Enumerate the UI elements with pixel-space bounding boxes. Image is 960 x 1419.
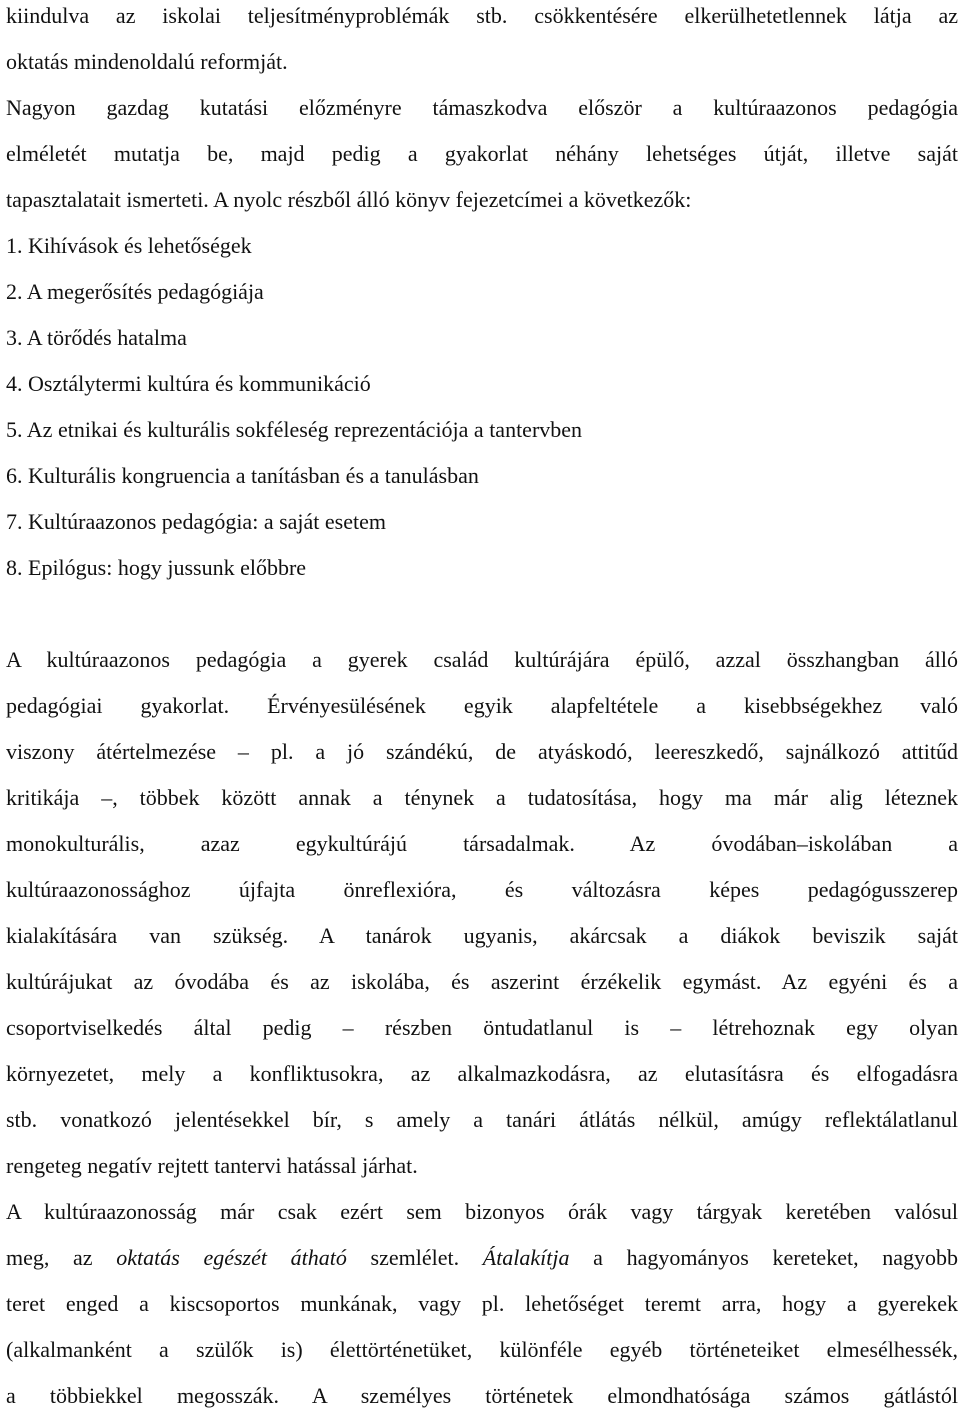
list-item: 3. A törődés hatalma	[6, 325, 187, 350]
text-run: meg, az	[6, 1245, 117, 1270]
list-item: 2. A megerősítés pedagógiája	[6, 279, 264, 304]
text-line: tapasztalatait ismerteti. A nyolc részből álló könyv fejezetcímei a következők:	[6, 187, 692, 212]
document-page	[6, 0, 958, 1419]
text-line: a többiekkel megosszák. A személyes történetek elmondhatósága számos gátlástól	[6, 1383, 958, 1408]
list-item: 1. Kihívások és lehetőségek	[6, 233, 252, 258]
text-line: A kultúraazonosság már csak ezért sem bizonyos órák vagy tárgyak keretében valósul	[6, 1199, 958, 1224]
text-line-with-emphasis	[6, 1235, 958, 1281]
text-line: (alkalmanként a szülők is) élettörténetüket, különféle egyéb történeteiket elmesélhessék,	[6, 1337, 958, 1362]
text-line: stb. vonatkozó jelentésekkel bír, s amely a tanári átlátás nélkül, amúgy reflektálatlanul	[6, 1107, 958, 1132]
chapter-list	[6, 223, 958, 591]
text-line: rengeteg negatív rejtett tantervi hatással járhat.	[6, 1153, 418, 1178]
list-item: 7. Kultúraazonos pedagógia: a saját esetem	[6, 509, 386, 534]
paragraph-main	[6, 637, 958, 1189]
list-item: 6. Kulturális kongruencia a tanításban és a tanulásban	[6, 463, 479, 488]
text-line: monokulturális, azaz egykultúrájú társadalmak. Az óvodában–iskolában a	[6, 831, 958, 856]
text-line: oktatás mindenoldalú reformját.	[6, 49, 288, 74]
text-run: szemlélet.	[346, 1245, 483, 1270]
text-line: kiindulva az iskolai teljesítményproblémák stb. csökkentésére elkerülhetetlennek látja az	[6, 3, 958, 28]
text-run: a hagyományos kereteket, nagyobb	[569, 1245, 958, 1270]
paragraph-spacer	[6, 591, 958, 637]
list-item: 4. Osztálytermi kultúra és kommunikáció	[6, 371, 371, 396]
text-line: kultúrájukat az óvodába és az iskolába, és aszerint érzékelik egymást. Az egyéni és a	[6, 969, 958, 994]
text-line: teret enged a kiscsoportos munkának, vagy pl. lehetőséget teremt arra, hogy a gyerekek	[6, 1291, 958, 1316]
text-line: viszony átértelmezése – pl. a jó szándékú, de atyáskodó, leereszkedő, sajnálkozó attitűd	[6, 739, 958, 764]
list-item: 5. Az etnikai és kulturális sokféleség reprezentációja a tantervben	[6, 417, 583, 442]
paragraph-last	[6, 1189, 958, 1419]
text-line: csoportviselkedés által pedig – részben öntudatlanul is – létrehoznak egy olyan	[6, 1015, 958, 1040]
paragraph-intro	[6, 0, 958, 223]
text-line: környezetet, mely a konfliktusokra, az alkalmazkodásra, az elutasításra és elfogadásra	[6, 1061, 958, 1086]
emphasis-text: oktatás egészét átható	[116, 1245, 347, 1270]
text-line: kialakítására van szükség. A tanárok ugyanis, akárcsak a diákok beviszik saját	[6, 923, 958, 948]
text-line: elméletét mutatja be, majd pedig a gyakorlat néhány lehetséges útját, illetve saját	[6, 141, 958, 166]
text-line: pedagógiai gyakorlat. Érvényesülésének egyik alapfeltétele a kisebbségekhez való	[6, 693, 958, 718]
text-line: A kultúraazonos pedagógia a gyerek család kultúrájára épülő, azzal összhangban álló	[6, 647, 958, 672]
list-item: 8. Epilógus: hogy jussunk előbbre	[6, 555, 307, 580]
text-line: Nagyon gazdag kutatási előzményre támaszkodva először a kultúraazonos pedagógia	[6, 95, 958, 120]
emphasis-text: Átalakítja	[482, 1245, 570, 1270]
text-line: kritikája –, többek között annak a ténynek a tudatosítása, hogy ma már alig léteznek	[6, 785, 958, 810]
text-line: kultúraazonossághoz újfajta önreflexióra, és változásra képes pedagógusszerep	[6, 877, 958, 902]
